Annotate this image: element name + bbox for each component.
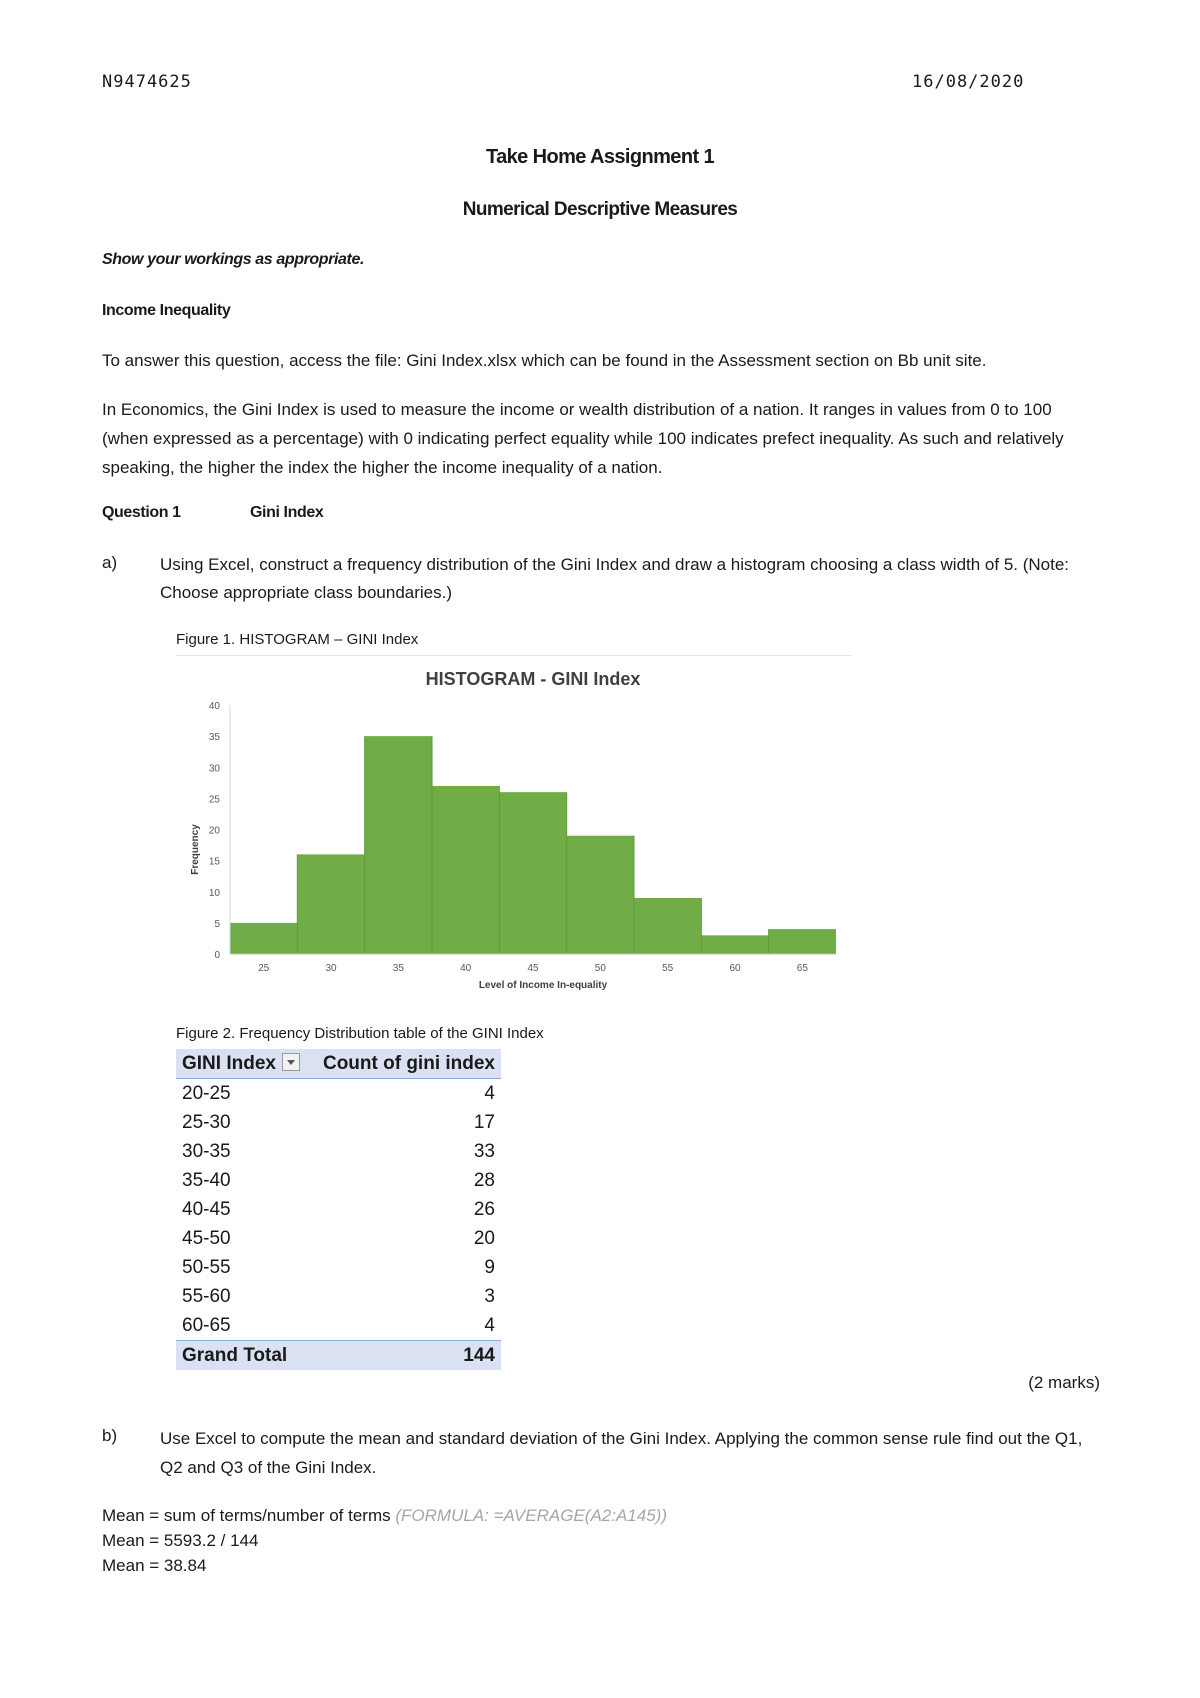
- figure1-caption: Figure 1. HISTOGRAM – GINI Index: [176, 631, 419, 648]
- table-row: [176, 1253, 501, 1282]
- x-tick-label: 35: [392, 963, 404, 974]
- table-row: [176, 1166, 501, 1195]
- gini-range-cell: 50-55: [182, 1256, 231, 1278]
- count-cell: 28: [473, 1169, 495, 1191]
- y-tick-label: 15: [208, 856, 220, 868]
- count-cell: 26: [473, 1198, 495, 1220]
- table-header-row: [176, 1049, 501, 1079]
- student-id: N9474625: [102, 72, 192, 92]
- count-cell: 33: [473, 1140, 495, 1162]
- count-cell: 17: [473, 1111, 495, 1133]
- table-row: [176, 1224, 501, 1253]
- grand-total-row: [176, 1341, 501, 1371]
- column-header-count: Count of gini index: [309, 1049, 501, 1079]
- gini-range-cell: 55-60: [182, 1285, 231, 1307]
- y-tick-label: 40: [208, 701, 220, 712]
- gini-range-cell: 20-25: [182, 1082, 231, 1104]
- histogram-bar: [567, 836, 634, 954]
- question-label: Question 1: [102, 504, 181, 521]
- y-tick-label: 5: [214, 918, 220, 930]
- gini-range-cell: 45-50: [182, 1227, 231, 1249]
- frequency-table: [176, 1049, 501, 1370]
- x-axis-label: Level of Income In-equality: [478, 980, 608, 991]
- document-subtitle: Numerical Descriptive Measures: [462, 199, 738, 220]
- histogram-bar: [230, 923, 297, 954]
- gini-range-cell: 40-45: [182, 1198, 231, 1220]
- gini-range-cell: 30-35: [182, 1140, 231, 1162]
- mean-line-3: Mean = 38.84: [102, 1556, 207, 1575]
- y-tick-label: 30: [208, 763, 220, 775]
- table-row: [176, 1079, 501, 1109]
- chart-title: HISTOGRAM - GINI Index: [425, 669, 641, 689]
- table-row: [176, 1311, 501, 1341]
- column-header-gini: [176, 1049, 309, 1079]
- document-title: Take Home Assignment 1: [486, 146, 714, 168]
- histogram-chart: [176, 655, 851, 1000]
- x-tick-label: 65: [796, 963, 808, 974]
- intro-text: To answer this question, access the file: Gini Index.xlsx which can be found in the Assessment section on Bb unit site.: [102, 351, 987, 370]
- y-tick-label: 25: [208, 794, 220, 806]
- section-heading: Income Inequality: [102, 302, 231, 319]
- table-row: [176, 1137, 501, 1166]
- histogram-bar: [365, 736, 432, 954]
- document-date: 16/08/2020: [912, 72, 1025, 92]
- histogram-bar: [701, 935, 768, 954]
- body-paragraph: In Economics, the Gini Index is used to measure the income or wealth distribution of a nation. It ranges in values from 0 to 100 (when expressed as a percentage) with 0 indicating perfect equality while 100 indicates prefect inequality. As such and relatively speaking, the higher the index the higher the income inequality of a nation.: [102, 400, 1064, 477]
- figure-border: [176, 655, 851, 656]
- gini-range-cell: 35-40: [182, 1169, 231, 1191]
- mean-definition: Mean = sum of terms/number of terms: [102, 1506, 391, 1525]
- table-row: [176, 1282, 501, 1311]
- x-tick-label: 60: [729, 963, 741, 974]
- count-cell: 4: [484, 1314, 495, 1336]
- count-cell: 20: [473, 1227, 495, 1249]
- x-tick-label: 50: [594, 963, 606, 974]
- marks-label: (2 marks): [1028, 1373, 1100, 1392]
- x-tick-label: 25: [258, 963, 270, 974]
- count-cell: 3: [484, 1285, 495, 1307]
- x-tick-label: 40: [460, 963, 472, 974]
- histogram-figure: [176, 655, 851, 1000]
- histogram-bar: [634, 898, 701, 954]
- part-b-marker: b): [102, 1426, 118, 1445]
- part-a-marker: a): [102, 553, 118, 572]
- y-tick-label: 10: [208, 887, 220, 899]
- y-tick-label: 0: [214, 950, 220, 961]
- filter-dropdown-icon[interactable]: [282, 1053, 300, 1071]
- mean-line-2: Mean = 5593.2 / 144: [102, 1531, 259, 1550]
- column-header-gini-label: GINI Index: [182, 1052, 276, 1074]
- figure2-caption: Figure 2. Frequency Distribution table of the GINI Index: [176, 1025, 544, 1042]
- y-tick-label: 35: [208, 732, 220, 744]
- gini-range-cell: 60-65: [182, 1314, 231, 1336]
- histogram-bar: [297, 854, 364, 954]
- table-row: [176, 1195, 501, 1224]
- part-b-text: Use Excel to compute the mean and standard deviation of the Gini Index. Applying the common sense rule find out the Q1, Q2 and Q3 of the Gini Index.: [160, 1429, 1083, 1477]
- histogram-bar: [499, 792, 566, 954]
- histogram-bar: [432, 786, 499, 954]
- frequency-table-wrapper: [176, 1049, 501, 1370]
- count-cell: 9: [484, 1256, 495, 1278]
- x-tick-label: 55: [662, 963, 674, 974]
- instruction: Show your workings as appropriate.: [102, 251, 365, 268]
- x-tick-label: 45: [527, 963, 539, 974]
- y-tick-label: 20: [208, 825, 220, 837]
- count-cell: 4: [484, 1082, 495, 1104]
- grand-total-value: 144: [309, 1341, 501, 1371]
- question-topic: Gini Index: [250, 504, 324, 521]
- x-tick-label: 30: [325, 963, 337, 974]
- histogram-bar: [769, 929, 836, 954]
- mean-workings: [102, 1503, 667, 1578]
- grand-total-label: Grand Total: [176, 1341, 309, 1371]
- mean-line-1: [102, 1503, 667, 1528]
- y-axis-label: Frequency: [190, 824, 201, 875]
- gini-range-cell: 25-30: [182, 1111, 231, 1133]
- mean-formula: (FORMULA: =AVERAGE(A2:A145)): [395, 1506, 667, 1525]
- part-a-text: Using Excel, construct a frequency distribution of the Gini Index and draw a histogram choosing a class width of 5. (Note: Choose appropriate class boundaries.): [160, 555, 1070, 602]
- table-row: [176, 1108, 501, 1137]
